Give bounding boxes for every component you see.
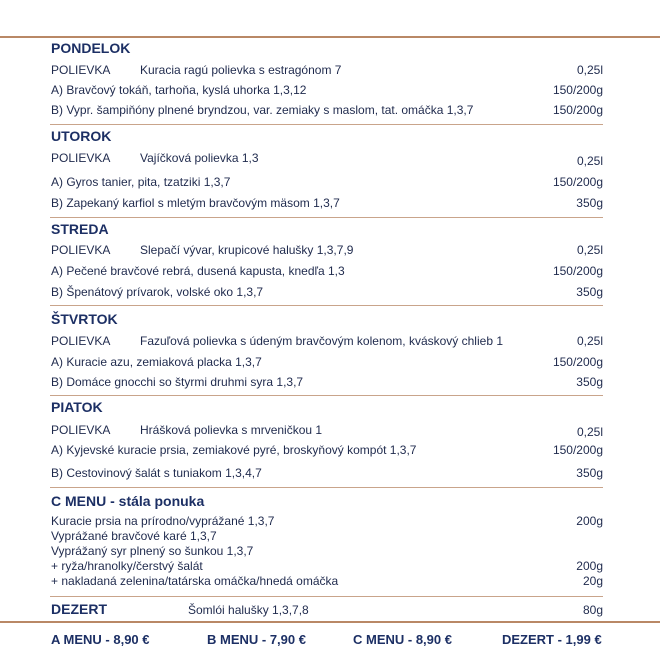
c-menu-text: Vyprážaný syr plnený so šunkou 1,3,7 [51, 544, 254, 558]
soup-name: Kuracia ragú polievka s estragónom 7 [140, 63, 342, 77]
soup-label: POLIEVKA [51, 151, 111, 165]
item-text: B) Zapekaný karfiol s mletým bravčovým mäsom 1,3,7 [51, 196, 340, 210]
divider [50, 487, 603, 488]
divider [50, 596, 603, 597]
item-text: B) Špenátový prívarok, volské oko 1,3,7 [51, 285, 264, 299]
item-text: B) Cestovinový šalát s tuniakom 1,3,4,7 [51, 466, 262, 480]
item-text: A) Bravčový tokáň, tarhoňa, kyslá uhorka 1,3,12 [51, 83, 307, 97]
c-menu-title: C MENU - stála ponuka [51, 493, 205, 509]
day-title-thursday: ŠTVRTOK [51, 311, 118, 327]
soup-qty: 0,25l [576, 63, 603, 77]
item-qty: 150/200g [552, 443, 603, 457]
item-qty: 350g [576, 196, 603, 210]
dessert-title: DEZERT [51, 601, 107, 617]
top-rule [0, 36, 660, 38]
item-qty: 150/200g [552, 103, 603, 117]
c-menu-text: Kuracie prsia na prírodno/vyprážané 1,3,7 [51, 514, 275, 528]
soup-qty: 0,25l [576, 154, 603, 168]
c-menu-text: + nakladaná zelenina/tatárska omáčka/hnedá omáčka [51, 574, 339, 588]
soup-name: Fazuľová polievka s údeným bravčovým kolenom, kváskový chlieb 1 [140, 334, 503, 348]
c-menu-qty: 200g [576, 514, 603, 528]
soup-label: POLIEVKA [51, 423, 111, 437]
soup-qty: 0,25l [576, 334, 603, 348]
c-menu-qty: 200g [576, 559, 603, 573]
divider [50, 217, 603, 218]
item-text: A) Kuracie azu, zemiaková placka 1,3,7 [51, 355, 262, 369]
price-a-menu: A MENU - 8,90 € [51, 632, 150, 647]
price-c-menu: C MENU - 8,90 € [353, 632, 452, 647]
item-text: B) Vypr. šampiňóny plnené bryndzou, var. zemiaky s maslom, tat. omáčka 1,3,7 [51, 103, 474, 117]
dessert-name: Šomlói halušky 1,3,7,8 [188, 603, 309, 617]
soup-label: POLIEVKA [51, 334, 111, 348]
day-title-monday: PONDELOK [51, 40, 131, 56]
item-qty: 150/200g [552, 83, 603, 97]
soup-name: Slepačí vývar, krupicové halušky 1,3,7,9 [140, 243, 354, 257]
item-text: A) Kyjevské kuracie prsia, zemiakové pyré, broskyňový kompót 1,3,7 [51, 443, 417, 457]
divider [50, 395, 603, 396]
soup-name: Vajíčková polievka 1,3 [140, 151, 259, 165]
item-qty: 350g [576, 375, 603, 389]
day-title-wednesday: STREDA [51, 221, 109, 237]
soup-label: POLIEVKA [51, 243, 111, 257]
price-b-menu: B MENU - 7,90 € [207, 632, 306, 647]
item-qty: 150/200g [552, 355, 603, 369]
day-title-friday: PIATOK [51, 399, 103, 415]
soup-name: Hrášková polievka s mrveničkou 1 [140, 423, 323, 437]
item-text: B) Domáce gnocchi so štyrmi druhmi syra 1,3,7 [51, 375, 304, 389]
item-qty: 150/200g [552, 264, 603, 278]
divider [50, 305, 603, 306]
soup-qty: 0,25l [576, 425, 603, 439]
c-menu-text: Vyprážané bravčové karé 1,3,7 [51, 529, 217, 543]
soup-qty: 0,25l [576, 243, 603, 257]
bottom-rule [0, 621, 660, 623]
item-qty: 350g [576, 285, 603, 299]
c-menu-qty: 20g [582, 574, 603, 588]
divider [50, 124, 603, 125]
day-title-tuesday: UTOROK [51, 128, 112, 144]
item-qty: 150/200g [552, 175, 603, 189]
c-menu-text: + ryža/hranolky/čerstvý šalát [51, 559, 203, 573]
soup-label: POLIEVKA [51, 63, 111, 77]
item-text: A) Pečené bravčové rebrá, dusená kapusta, knedľa 1,3 [51, 264, 345, 278]
price-dessert: DEZERT - 1,99 € [502, 632, 602, 647]
item-qty: 350g [576, 466, 603, 480]
dessert-qty: 80g [582, 603, 603, 617]
item-text: A) Gyros tanier, pita, tzatziki 1,3,7 [51, 175, 231, 189]
